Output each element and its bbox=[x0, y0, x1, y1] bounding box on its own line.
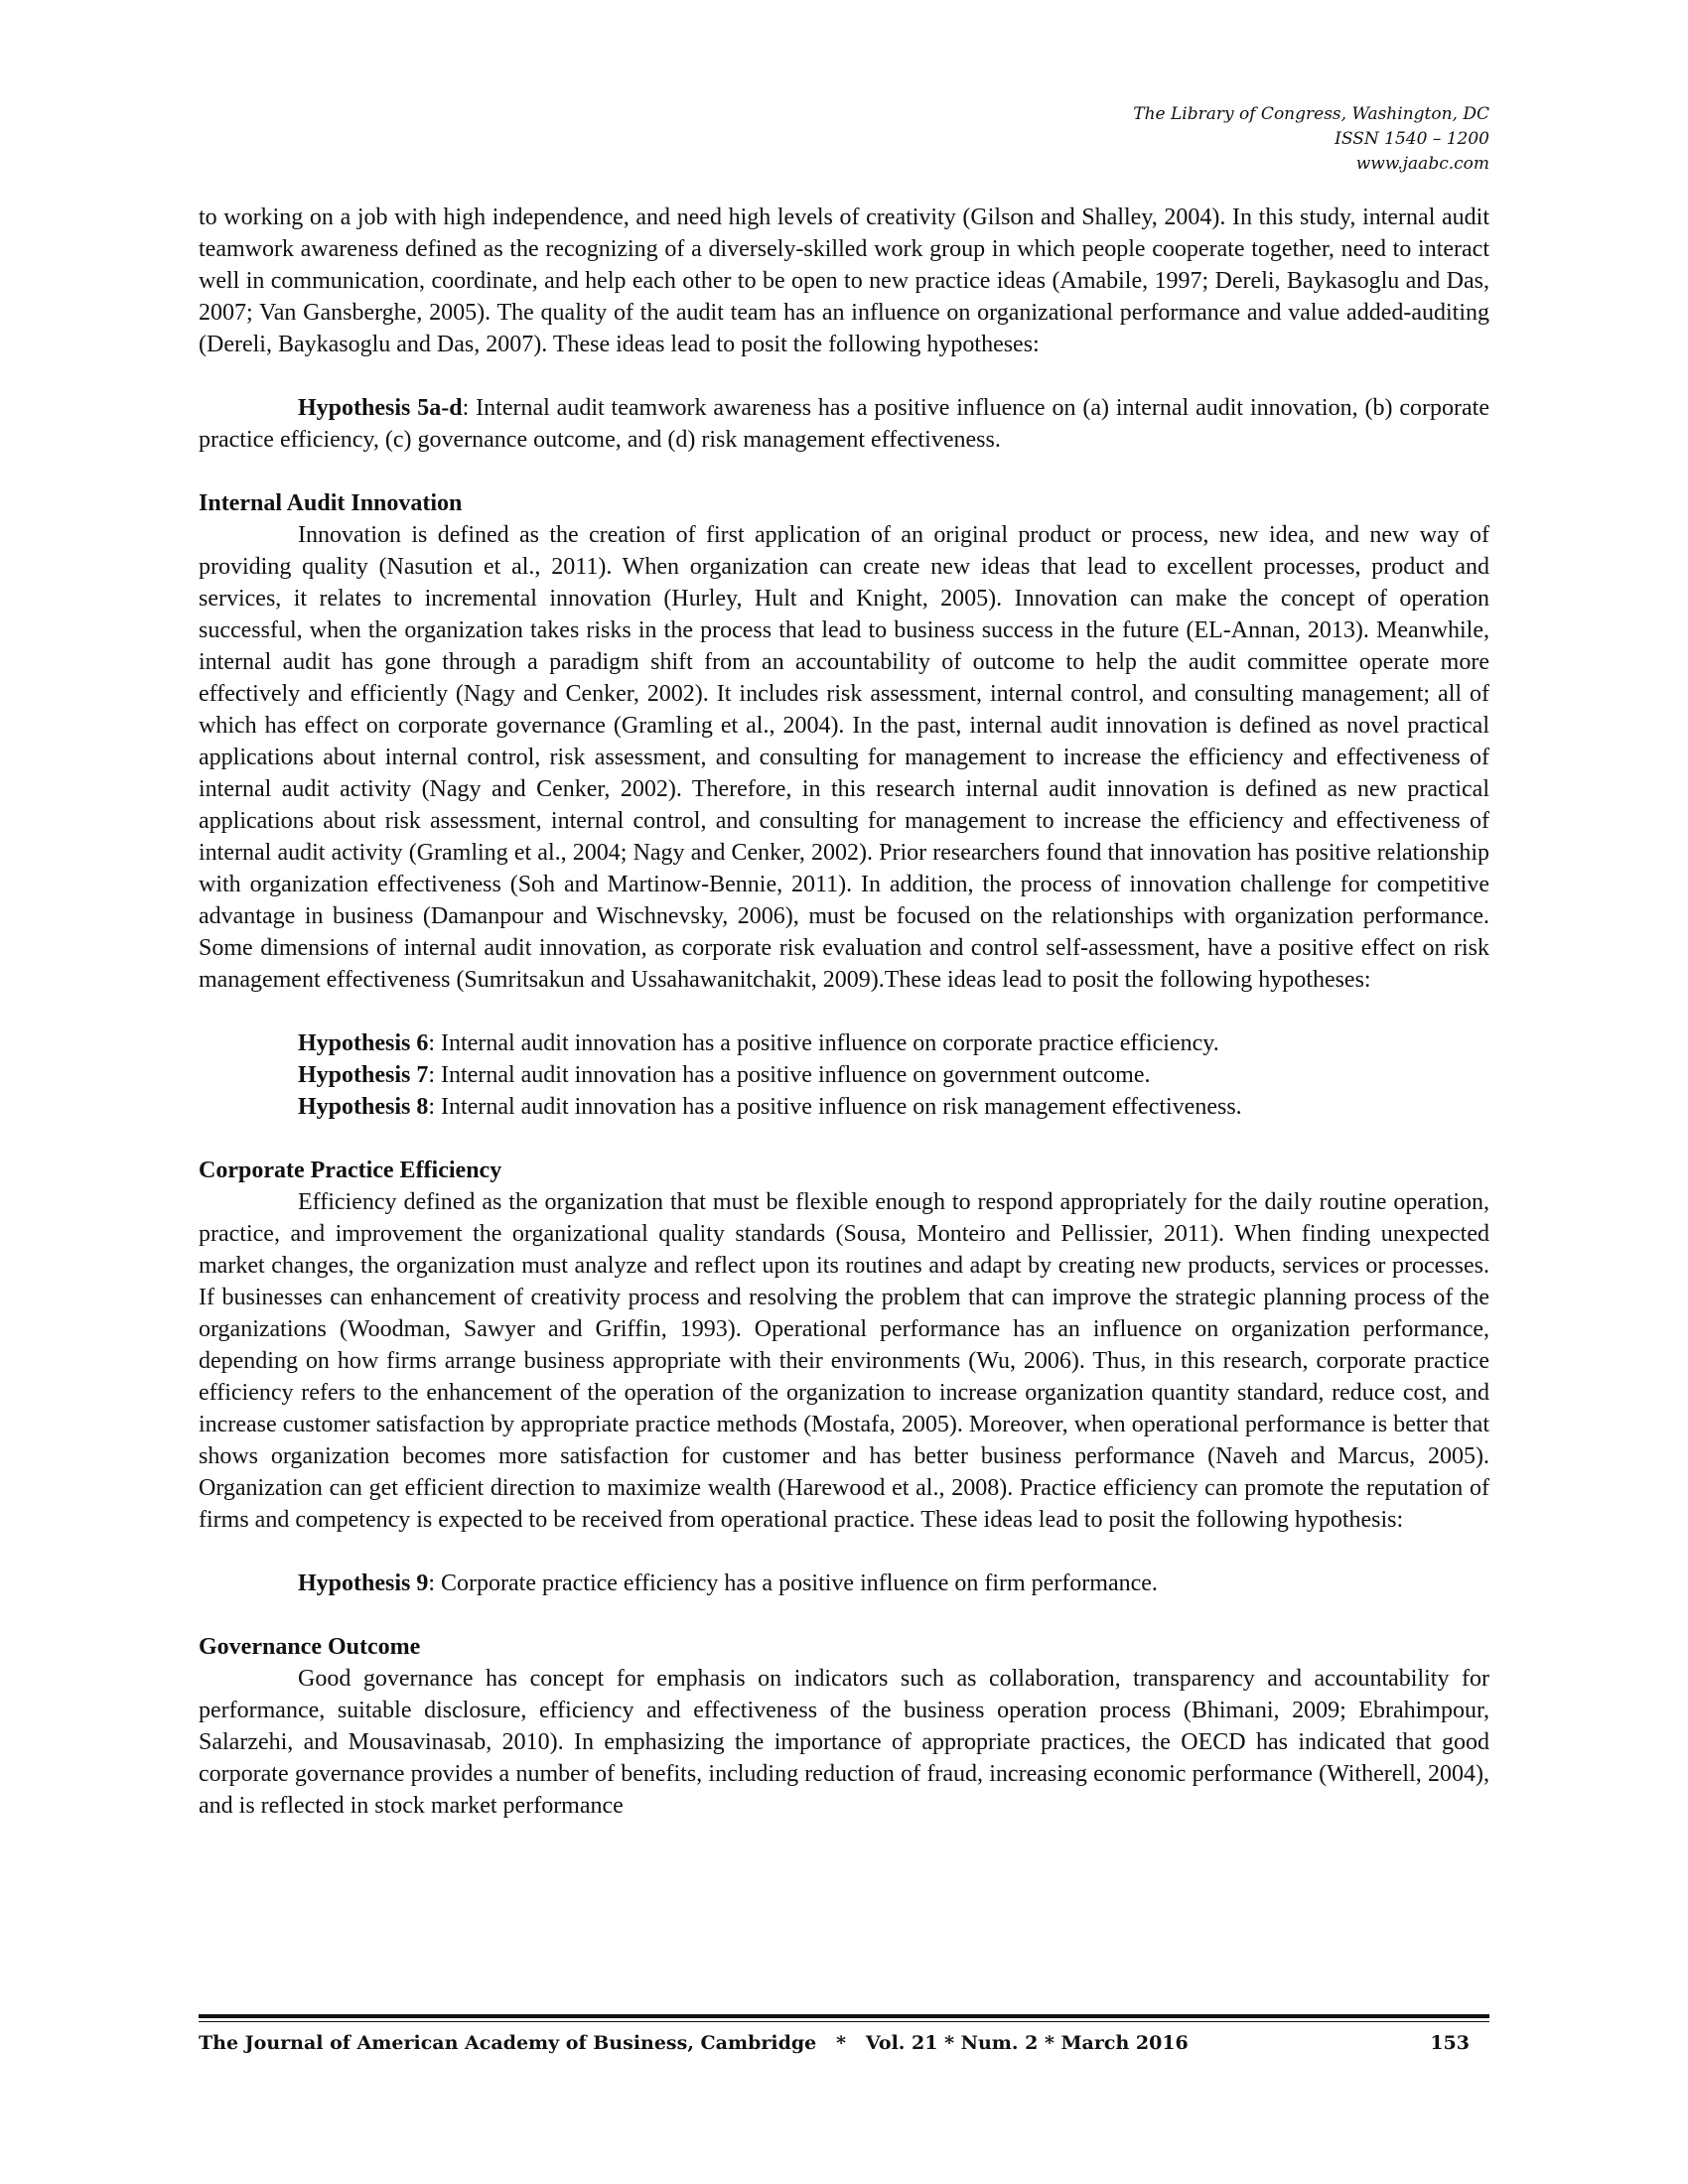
header-library: The Library of Congress, Washington, DC bbox=[1133, 104, 1489, 124]
article-body bbox=[199, 202, 1489, 1822]
footer-journal: The Journal of American Academy of Business, Cambridge * Vol. 21 * Num. 2 * March 2016 bbox=[199, 2032, 1189, 2054]
paragraph-internal-audit-innovation: Innovation is defined as the creation of first application of an original product or process, new idea, and new way of providing quality (Nasution et al., 2011). When organization can create new ideas that lead to excellent processes, product and services, it relates to incremental innovation (Hurley, Hult and Knight, 2005). Innovation can make the concept of operation successful, when the organization takes risks in the process that lead to business success in the future (EL-Annan, 2013). Meanwhile, internal audit has gone through a paradigm shift from an accountability of outcome to help the audit committee operate more effectively and efficiently (Nagy and Cenker, 2002). It includes risk assessment, internal control, and consulting management; all of which has effect on corporate governance (Gramling et al., 2004). In the past, internal audit innovation is defined as novel practical applications about internal control, risk assessment, and consulting for management to increase the efficiency and effectiveness of internal audit activity (Nagy and Cenker, 2002). Therefore, in this research internal audit innovation is defined as new practical applications about risk assessment, internal control, and consulting for management to increase the efficiency and effectiveness of internal audit activity (Gramling et al., 2004; Nagy and Cenker, 2002). Prior researchers found that innovation has positive relationship with organization effectiveness (Soh and Martinow-Bennie, 2011). In addition, the process of innovation challenge for competitive advantage in business (Damanpour and Wischnevsky, 2006), must be focused on the relationships with organization performance. Some dimensions of internal audit innovation, as corporate risk evaluation and control self-assessment, have a positive effect on risk management effectiveness (Sumritsakun and Ussahawanitchakit, 2009).These ideas lead to posit the following hypotheses: bbox=[199, 522, 1489, 993]
hypothesis-9-text: : Corporate practice efficiency has a positive influence on firm performance. bbox=[428, 1570, 1158, 1596]
hypothesis-7-text: : Internal audit innovation has a positive influence on government outcome. bbox=[428, 1062, 1151, 1088]
hypothesis-6 bbox=[199, 1027, 1489, 1059]
heading-corporate-practice-efficiency: Corporate Practice Efficiency bbox=[199, 1158, 502, 1183]
hypothesis-5 bbox=[199, 392, 1489, 456]
intro-paragraph: to working on a job with high independence, and need high levels of creativity (Gilson and Shalley, 2004). In this study, internal audit teamwork awareness defined as the recognizing of a diversely-skilled work group in which people cooperate together, need to interact well in communication, coordinate, and help each other to be open to new practice ideas (Amabile, 1997; Dereli, Baykasoglu and Das, 2007; Van Gansberghe, 2005). The quality of the audit team has an influence on organizational performance and value added-auditing (Dereli, Baykasoglu and Das, 2007). These ideas lead to posit the following hypotheses: bbox=[199, 205, 1489, 357]
hypothesis-8-label: Hypothesis 8 bbox=[298, 1094, 429, 1120]
header-website: www.jaabc.com bbox=[1355, 154, 1489, 174]
hypothesis-7 bbox=[199, 1059, 1489, 1091]
hypothesis-5-label: Hypothesis 5a-d bbox=[298, 395, 463, 421]
footer-rule-thin bbox=[199, 2021, 1489, 2022]
hypothesis-7-label: Hypothesis 7 bbox=[298, 1062, 429, 1088]
footer-rule-thick bbox=[199, 2014, 1489, 2018]
page-number: 153 bbox=[1430, 2032, 1470, 2054]
heading-internal-audit-innovation: Internal Audit Innovation bbox=[199, 490, 463, 516]
hypothesis-6-label: Hypothesis 6 bbox=[298, 1030, 429, 1056]
running-header bbox=[1133, 102, 1489, 177]
hypothesis-9-label: Hypothesis 9 bbox=[298, 1570, 429, 1596]
hypothesis-9 bbox=[199, 1568, 1489, 1599]
hypothesis-8 bbox=[199, 1091, 1489, 1123]
paragraph-corporate-practice-efficiency: Efficiency defined as the organization that must be flexible enough to respond appropriately for the daily routine operation, practice, and improvement the organizational quality standards (Sousa, Monteiro and Pellissier, 2011). When finding unexpected market changes, the organization must analyze and reflect upon its routines and adapt by creating new products, services or processes. If businesses can enhancement of creativity process and resolving the problem that can improve the strategic planning process of the organizations (Woodman, Sawyer and Griffin, 1993). Operational performance has an influence on organization performance, depending on how firms arrange business appropriate with their environments (Wu, 2006). Thus, in this research, corporate practice efficiency refers to the enhancement of the operation of the organization to increase organization quantity standard, reduce cost, and increase customer satisfaction by appropriate practice methods (Mostafa, 2005). Moreover, when operational performance is better that shows organization becomes more satisfaction for customer and has better business performance (Naveh and Marcus, 2005). Organization can get efficient direction to maximize wealth (Harewood et al., 2008). Practice efficiency can promote the reputation of firms and competency is expected to be received from operational practice. These ideas lead to posit the following hypothesis: bbox=[199, 1189, 1489, 1533]
heading-governance-outcome: Governance Outcome bbox=[199, 1634, 421, 1660]
hypothesis-6-text: : Internal audit innovation has a positive influence on corporate practice efficiency. bbox=[428, 1030, 1219, 1056]
header-issn: ISSN 1540 – 1200 bbox=[1335, 129, 1489, 149]
hypothesis-8-text: : Internal audit innovation has a positive influence on risk management effectiveness. bbox=[428, 1094, 1242, 1120]
hypothesis-5-text: : Internal audit teamwork awareness has a positive influence on (a) internal audit innovation, (b) corporate practice efficiency, (c) governance outcome, and (d) risk management effectiveness. bbox=[199, 395, 1489, 453]
paragraph-governance-outcome: Good governance has concept for emphasis on indicators such as collaboration, transparency and accountability for performance, suitable disclosure, efficiency and effectiveness of the business operation process (Bhimani, 2009; Ebrahimpour, Salarzehi, and Mousavinasab, 2010). In emphasizing the importance of appropriate practices, the OECD has indicated that good corporate governance provides a number of benefits, including reduction of fraud, increasing economic performance (Witherell, 2004), and is reflected in stock market performance bbox=[199, 1666, 1489, 1819]
